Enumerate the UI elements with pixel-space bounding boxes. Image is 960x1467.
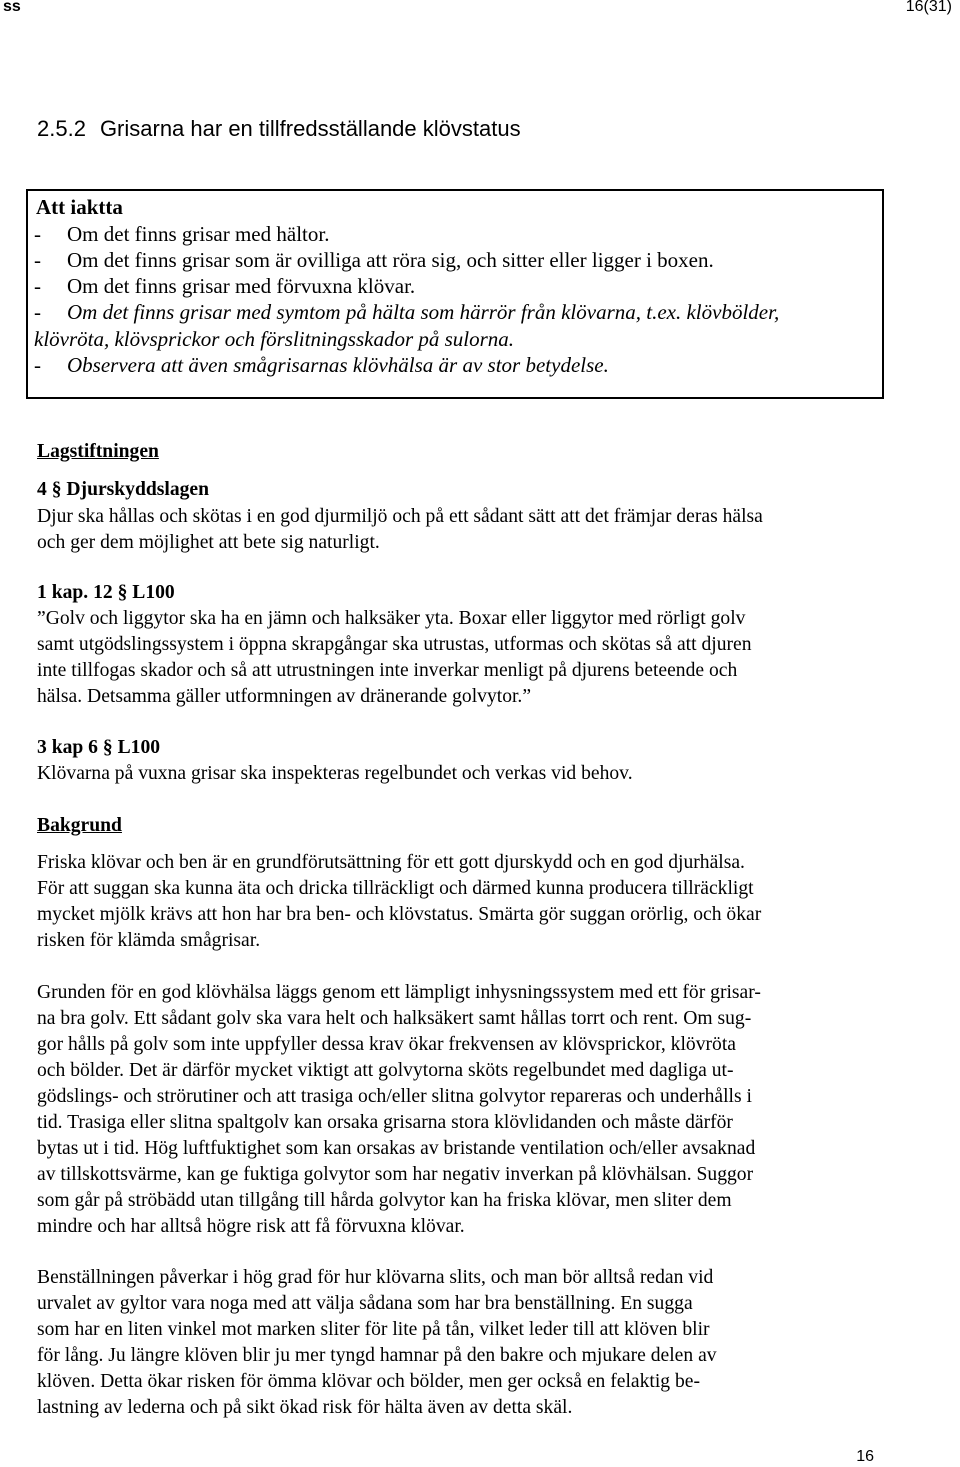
background-heading: Bakgrund <box>37 815 122 836</box>
background-text-line: bytas ut i tid. Hög luftfuktighet som kan orsakas av bristande ventilation och/eller avsaknad <box>37 1138 756 1159</box>
background-text-line: och bölder. Det är därför mycket viktigt att golvytorna sköts regelbundet med dagliga ut- <box>37 1060 734 1081</box>
background-text-line: klöven. Detta ökar risken för ömma klövar och bölder, men ger också en felaktig be- <box>37 1371 700 1392</box>
observation-item: - Om det finns grisar med förvuxna klövar. <box>34 274 416 298</box>
background-text-line: urvalet av gyltor vara noga med att välja sådana som har bra benställning. En sugga <box>37 1293 693 1314</box>
observation-item: - Om det finns grisar med symtom på hälta som härrör från klövarna, t.ex. klövbölder, <box>34 300 780 324</box>
page-number: 16 <box>856 1448 874 1465</box>
background-text-line: som går på ströbädd utan tillgång till hårda golvytor kan ha friska klövar, men sliter dem <box>37 1190 732 1211</box>
header-doc-code: ss <box>3 0 21 15</box>
law-heading-l100-3-6: 3 kap 6 § L100 <box>37 737 161 758</box>
background-text-line: risken för klämda smågrisar. <box>37 930 261 951</box>
law-text-line: och ger dem möjlighet att bete sig naturligt. <box>37 532 380 553</box>
background-text-line: Benställningen påverkar i hög grad för hur klövarna slits, och man bör alltså redan vid <box>37 1267 714 1288</box>
section-title: Grisarna har en tillfredsställande klövstatus <box>99 116 521 141</box>
law-text-line: ”Golv och liggytor ska ha en jämn och halksäker yta. Boxar eller liggytor med rörligt golv <box>37 608 746 629</box>
section-number: 2.5.2 <box>37 116 86 141</box>
law-text-line: inte tillfogas skador och så att utrustningen inte inverkar menligt på djurens beteende och <box>37 660 738 681</box>
background-text-line: Friska klövar och ben är en grundförutsättning för ett gott djurskydd och en god djurhälsa. <box>37 852 745 873</box>
law-text-line: Djur ska hållas och skötas i en god djurmiljö och på ett sådant sätt att det främjar deras hälsa <box>37 506 763 527</box>
observation-box <box>26 189 884 399</box>
background-text-line: lastning av lederna och på sikt ökad risk för hälta även av detta skäl. <box>37 1397 573 1418</box>
law-text-line: hälsa. Detsamma gäller utformningen av dränerande golvytor.” <box>37 686 532 707</box>
background-text-line: gor hålls på golv som inte uppfyller dessa krav ökar frekvensen av klövsprickor, klövröta <box>37 1034 736 1055</box>
section-heading <box>37 116 521 142</box>
law-text-line: samt utgödslingssystem i öppna skrapgångar ska utrustas, utformas och skötas så att djuren <box>37 634 752 655</box>
background-text-line: mindre och har alltså högre risk att få förvuxna klövar. <box>37 1216 465 1237</box>
background-text-line: av tillskottsvärme, kan ge fuktiga golvytor som har negativ inverkan på klövhälsan. Suggor <box>37 1164 754 1185</box>
observation-item: - Observera att även smågrisarnas klövhälsa är av stor betydelse. <box>34 353 609 377</box>
legislation-heading: Lagstiftningen <box>37 441 159 462</box>
background-text-line: na bra golv. Ett sådant golv ska vara helt och halksäkert samt hållas torrt och rent. Om sug- <box>37 1008 752 1029</box>
background-text-line: gödslings- och strörutiner och att trasiga och/eller slitna golvytor repareras och underhålls i <box>37 1086 752 1107</box>
header-page-count: 16(31) <box>905 0 952 15</box>
background-text-line: mycket mjölk krävs att hon har bra ben- och klövstatus. Smärta gör suggan orörlig, och ökar <box>37 904 762 925</box>
law-text-line: Klövarna på vuxna grisar ska inspekteras regelbundet och verkas vid behov. <box>37 763 633 784</box>
background-text-line: för lång. Ju längre klöven blir ju mer tyngd hamnar på den bakre och mjukare delen av <box>37 1345 717 1366</box>
background-text-line: För att suggan ska kunna äta och dricka tillräckligt och därmed kunna producera tillräckligt <box>37 878 754 899</box>
observation-title: Att iaktta <box>36 195 123 219</box>
observation-item-continued: klövröta, klövsprickor och förslitningsskador på sulorna. <box>34 327 515 351</box>
background-text-line: tid. Trasiga eller slitna spaltgolv kan orsaka grisarna stora klövlidanden och måste därför <box>37 1112 733 1133</box>
observation-item: - Om det finns grisar med hältor. <box>34 222 330 246</box>
background-text-line: Grunden för en god klövhälsa läggs genom ett lämpligt inhysningssystem med ett för grisar- <box>37 982 761 1003</box>
law-heading-l100-1-12: 1 kap. 12 § L100 <box>37 582 175 603</box>
background-text-line: som har en liten vinkel mot marken sliter för lite på tån, vilket leder till att klöven blir <box>37 1319 710 1340</box>
observation-item: - Om det finns grisar som är ovilliga att röra sig, och sitter eller ligger i boxen. <box>34 248 714 272</box>
law-heading-djurskyddslagen: 4 § Djurskyddslagen <box>37 479 210 500</box>
